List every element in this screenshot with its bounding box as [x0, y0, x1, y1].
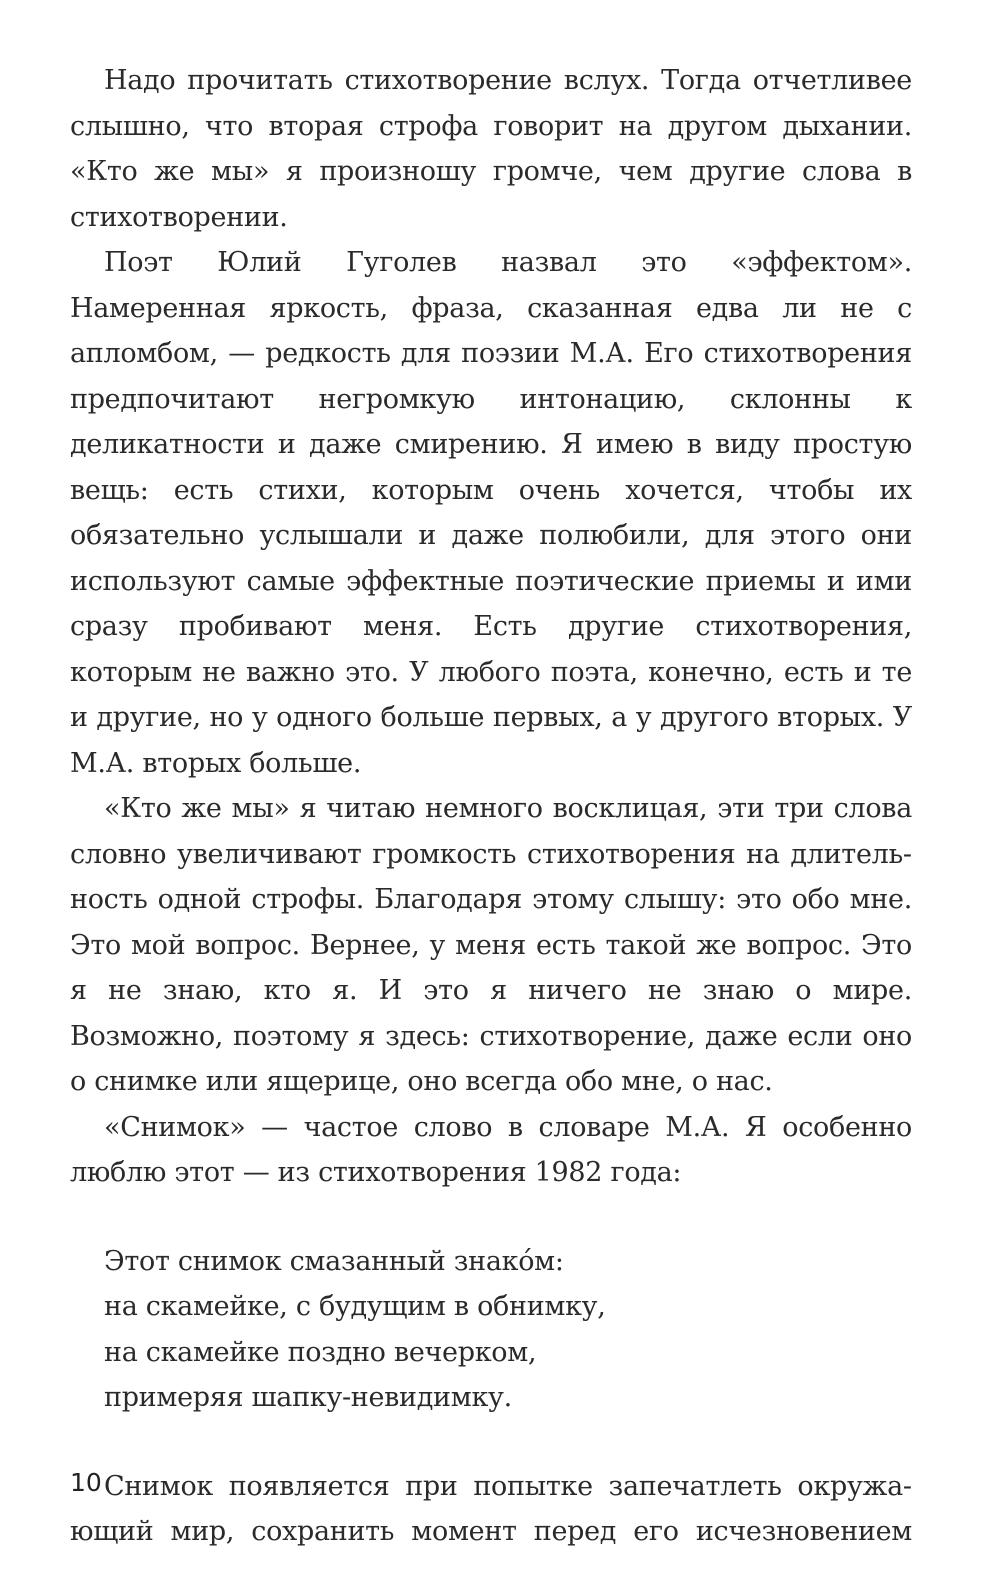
poem-line: на скамейке поздно вечерком, [104, 1336, 537, 1368]
poem-quote [104, 1239, 912, 1421]
paragraph-effect: Поэт Юлий Гуголев назвал это «эффектом». Намеренная яркость, фраза, сказанная едва ли не с апломбом, — редкость для поэзии М.А. Его стихотворения предпочитают негромкую интонацию, склонны к деликатности и даже смирению. Я имею в виду простую вещь: есть стихи, которым очень хочется, чтобы их обязательно услышали и даже полюбили, для этого они используют самые эффектные поэтические приемы и ими сразу пробивают меня. Есть другие стихотворения, которым не важно это. У любого поэта, конечно, есть и те и другие, но у одного больше первых, а у другого вторых. У М.А. вторых больше. [70, 247, 912, 779]
paragraph-snapshot-intro: «Снимок» — частое слово в словаре М.А. Я особенно люблю этот — из стихотворения 1982 года: [70, 1111, 912, 1188]
paragraph-who-are-we: «Кто же мы» я читаю немного восклицая, эти три слова словно увеличивают громкость стихотворения на длительность одной строфы. Благодаря этому слышу: это обо мне. Это мой вопрос. Вернее, у меня есть такой же вопрос. Это я не знаю, кто я. И это я ничего не знаю о мире. Возможно, поэтому я здесь: стихотворение, даже если оно о снимке или ящерице, оно всегда обо мне, о нас. [70, 793, 912, 1097]
poem-line: на скамейке, с будущим в обнимку, [104, 1291, 606, 1322]
page-body [70, 58, 912, 1555]
poem-line: примеряя шапку-невидимку. [104, 1382, 512, 1413]
poem-line: Этот снимок смазанный знако́м: [104, 1245, 564, 1277]
paragraph-closing: Снимок появляется при попытке запечатлеть окружающий мир, сохранить момент перед его исчезновением [70, 1470, 912, 1547]
page-number: 10 [70, 1468, 102, 1497]
paragraph-read-aloud: Надо прочитать стихотворение вслух. Тогда отчетливее слышно, что вторая строфа говорит на другом дыхании. «Кто же мы» я произношу громче, чем другие слова в стихотворении. [70, 65, 912, 233]
